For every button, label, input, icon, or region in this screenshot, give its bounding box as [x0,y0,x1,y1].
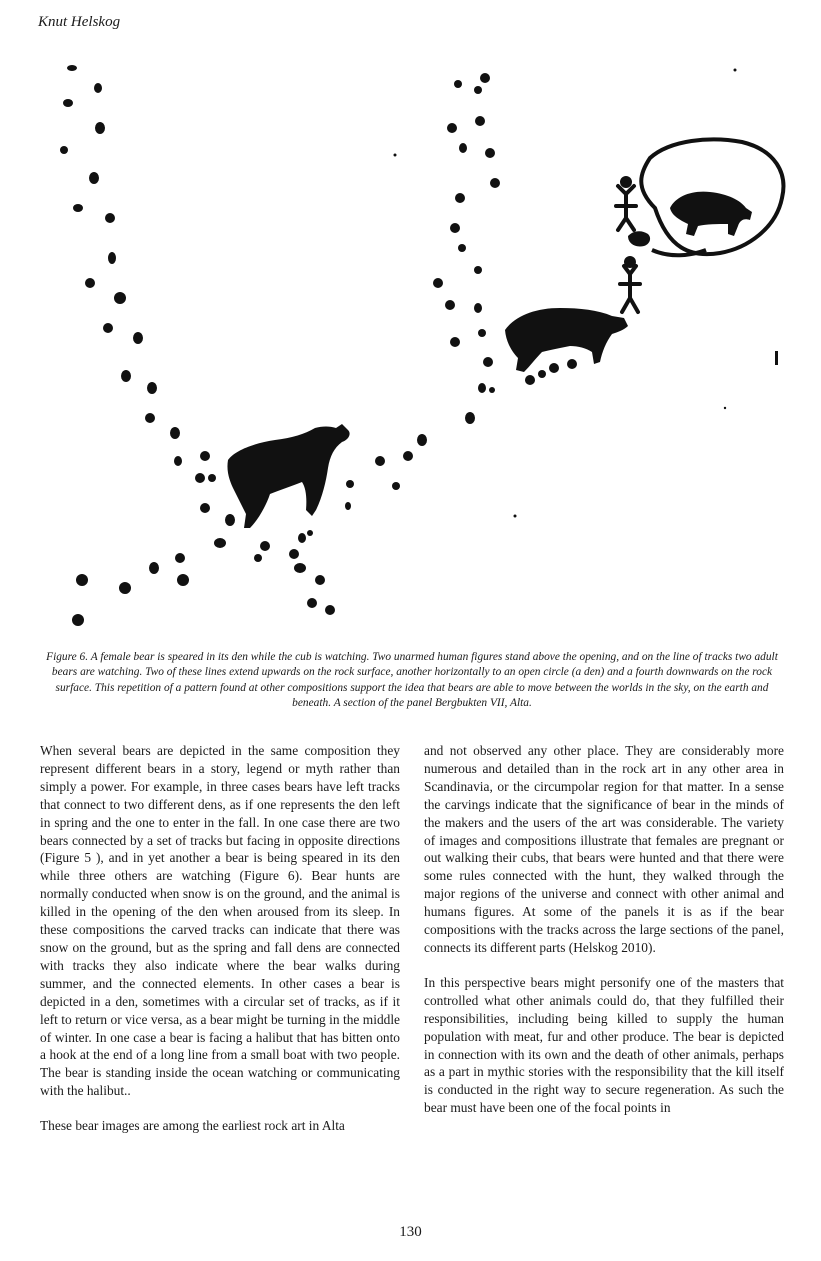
text-column-right [424,742,784,1134]
figure-caption: Figure 6. A female bear is speared in its den while the cub is watching. Two unarmed human figures stand above the opening, and on the line of tracks two adult bears are watching. Two of these lines extend upwards on the rock surface, another horizontally to an open circle (a den) and a fourth downwards on the rock surface. This repetition of a pattern found at other compositions support the idea that bears are able to move between the worlds in the sky, on the earth and beneath. A section of the panel Bergbukten VII, Alta. [46,651,778,710]
track-line-centre [345,434,427,510]
track-line-right [433,73,500,424]
text-column-left [40,742,400,1152]
den-circle [628,139,783,255]
running-head: Knut Helskog [38,14,121,30]
paragraph: When several bears are depicted in the same composition they represent different bears in a story, legend or myth rather than simply a power. For example, in three cases bears have left tracks that connect to two different dens, as if one represents the den left in spring and the one to enter in the fall. In one case there are two bears connected by a set of tracks but facing in opposite directions (Figure 5 ), and in yet another a bear is being speared in its den while three others are watching (Figure 6). Bear hunts are normally conducted when snow is on the ground, and the animal is killed in the opening of the den when aroused from its sleep. In these compositions the carved tracks can indicate that there was snow on the ground, but as the spring and fall dens are connected with tracks they also indicate where the bear walks during summer, and the connected elements. In other cases a bear is depicted in a den, sometimes with a circular set of tracks, as if it left to return or vice versa, as a bear might be turning in the middle of winter. In one case a bear is facing a halibut that has bitten onto a hook at the end of a long line from a small boat with two people. The bear is standing inside the ocean watching or communicating with the halibut.. [40,743,400,1099]
track-line-bear-right [525,359,577,385]
track-line-lower [72,503,335,626]
track-line-left [60,65,216,483]
bear-figure-central [227,424,349,528]
page-number: 130 [399,1224,422,1240]
rock-carving-drawing [30,58,800,648]
rock-art-figure [30,58,800,648]
paragraph: In this perspective bears might personify one of the masters that controlled what other animals could do, that they fulfilled their responsibilities, including being killed to supply the human population with meat, fur and other produce. The bear is depicted in connection with its own and the death of other animals, perhaps as a part in mythic stories with the responsibility that the kill itself is conducted in the right way to secure regeneration. As such the bear must have been one of the focal points in [424,974,784,1116]
paragraph: and not observed any other place. They are considerably more numerous and detailed than in the rock art in any other area in Scandinavia, or the circumpolar region for that matter. In a sense the carvings indicate that the significance of bear in the minds of the makers and the users of the art was considerable. The variety of images and compositions illustrate that females are pregnant or out walking their cubs, that bears were hunted and that there were some rules connected with the hunt, they walked through the major regions of the universe and connect with other animal and humans figures. At some of the panels it is as if the bear compositions with the tracks across the large sections of the panel, connects its different parts (Helskog 2010). [424,743,784,955]
bear-figure-right [505,308,628,372]
paragraph: These bear images are among the earliest rock art in Alta [40,1118,345,1134]
stray-marks [394,69,779,518]
